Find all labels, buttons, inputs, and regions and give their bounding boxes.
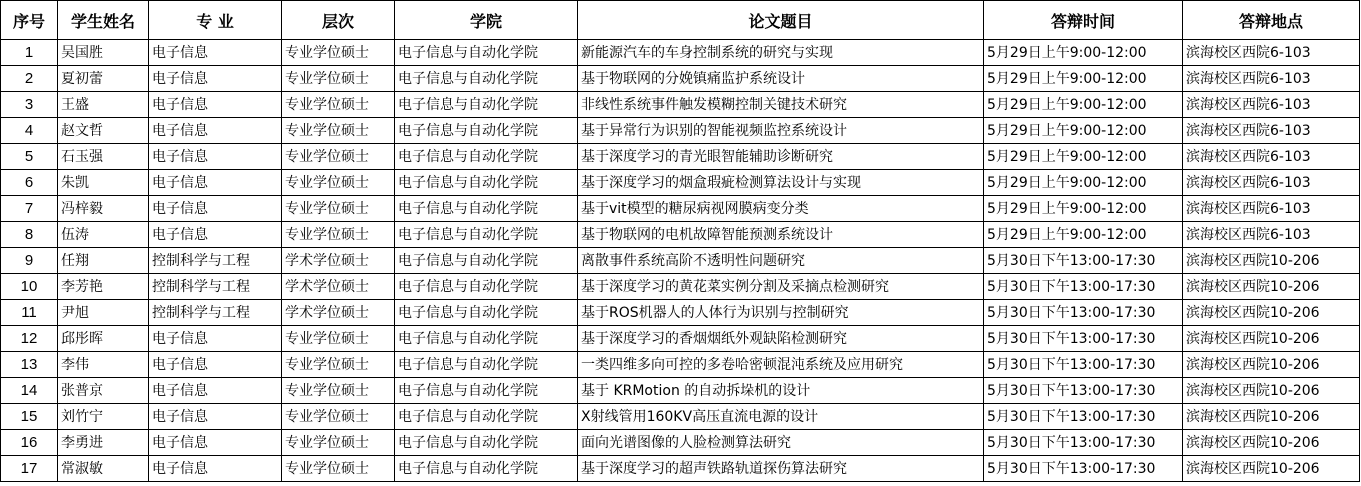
cell-college: 电子信息与自动化学院 (395, 300, 578, 326)
table-header (1, 1, 1360, 40)
cell-defense-location: 滨海校区西院10-206 (1183, 456, 1360, 482)
cell-level: 专业学位硕士 (282, 456, 395, 482)
table-row (1, 66, 1360, 92)
cell-college: 电子信息与自动化学院 (395, 352, 578, 378)
cell-index: 6 (1, 170, 58, 196)
cell-thesis-title: 基于 KRMotion 的自动拆垛机的设计 (578, 378, 984, 404)
cell-defense-time: 5月29日上午9:00-12:00 (984, 170, 1183, 196)
cell-student-name: 邱彤晖 (58, 326, 149, 352)
cell-defense-time: 5月29日上午9:00-12:00 (984, 196, 1183, 222)
header-major: 专 业 (149, 1, 282, 40)
cell-major: 电子信息 (149, 196, 282, 222)
cell-level: 专业学位硕士 (282, 222, 395, 248)
cell-defense-time: 5月29日上午9:00-12:00 (984, 66, 1183, 92)
cell-college: 电子信息与自动化学院 (395, 92, 578, 118)
cell-thesis-title: 基于深度学习的超声铁路轨道探伤算法研究 (578, 456, 984, 482)
cell-major: 电子信息 (149, 170, 282, 196)
table-row (1, 222, 1360, 248)
cell-major: 电子信息 (149, 40, 282, 66)
cell-thesis-title: 非线性系统事件触发模糊控制关键技术研究 (578, 92, 984, 118)
cell-thesis-title: 基于物联网的电机故障智能预测系统设计 (578, 222, 984, 248)
header-defense-time: 答辩时间 (984, 1, 1183, 40)
cell-major: 电子信息 (149, 144, 282, 170)
cell-major: 电子信息 (149, 430, 282, 456)
cell-level: 专业学位硕士 (282, 378, 395, 404)
cell-thesis-title: 基于深度学习的烟盒瑕疵检测算法设计与实现 (578, 170, 984, 196)
cell-defense-location: 滨海校区西院6-103 (1183, 196, 1360, 222)
cell-level: 专业学位硕士 (282, 352, 395, 378)
cell-student-name: 李勇进 (58, 430, 149, 456)
header-student-name: 学生姓名 (58, 1, 149, 40)
table-row (1, 326, 1360, 352)
cell-index: 9 (1, 248, 58, 274)
cell-major: 电子信息 (149, 404, 282, 430)
cell-student-name: 尹旭 (58, 300, 149, 326)
table-row (1, 196, 1360, 222)
cell-defense-location: 滨海校区西院6-103 (1183, 170, 1360, 196)
cell-student-name: 石玉强 (58, 144, 149, 170)
table-row (1, 456, 1360, 482)
cell-defense-time: 5月29日上午9:00-12:00 (984, 144, 1183, 170)
cell-student-name: 常淑敏 (58, 456, 149, 482)
header-thesis-title: 论文题目 (578, 1, 984, 40)
cell-level: 专业学位硕士 (282, 404, 395, 430)
cell-college: 电子信息与自动化学院 (395, 144, 578, 170)
cell-major: 控制科学与工程 (149, 274, 282, 300)
cell-level: 专业学位硕士 (282, 144, 395, 170)
cell-defense-location: 滨海校区西院10-206 (1183, 352, 1360, 378)
cell-thesis-title: 基于异常行为识别的智能视频监控系统设计 (578, 118, 984, 144)
cell-student-name: 任翔 (58, 248, 149, 274)
cell-level: 专业学位硕士 (282, 170, 395, 196)
header-defense-location: 答辩地点 (1183, 1, 1360, 40)
cell-index: 3 (1, 92, 58, 118)
cell-defense-time: 5月30日下午13:00-17:30 (984, 430, 1183, 456)
cell-college: 电子信息与自动化学院 (395, 118, 578, 144)
cell-defense-location: 滨海校区西院6-103 (1183, 92, 1360, 118)
cell-student-name: 冯梓毅 (58, 196, 149, 222)
cell-student-name: 李伟 (58, 352, 149, 378)
cell-index: 5 (1, 144, 58, 170)
table-row (1, 274, 1360, 300)
table-row (1, 430, 1360, 456)
header-index: 序号 (1, 1, 58, 40)
cell-student-name: 吴国胜 (58, 40, 149, 66)
cell-defense-time: 5月29日上午9:00-12:00 (984, 40, 1183, 66)
cell-defense-time: 5月30日下午13:00-17:30 (984, 300, 1183, 326)
cell-thesis-title: 基于深度学习的黄花菜实例分割及采摘点检测研究 (578, 274, 984, 300)
cell-thesis-title: 基于ROS机器人的人体行为识别与控制研究 (578, 300, 984, 326)
cell-student-name: 伍涛 (58, 222, 149, 248)
cell-major: 电子信息 (149, 378, 282, 404)
cell-index: 4 (1, 118, 58, 144)
cell-defense-location: 滨海校区西院6-103 (1183, 66, 1360, 92)
cell-defense-time: 5月30日下午13:00-17:30 (984, 248, 1183, 274)
cell-index: 1 (1, 40, 58, 66)
cell-college: 电子信息与自动化学院 (395, 196, 578, 222)
table-row (1, 40, 1360, 66)
table-row (1, 300, 1360, 326)
cell-student-name: 夏初蕾 (58, 66, 149, 92)
cell-major: 电子信息 (149, 456, 282, 482)
table-row (1, 118, 1360, 144)
cell-college: 电子信息与自动化学院 (395, 170, 578, 196)
cell-level: 学术学位硕士 (282, 300, 395, 326)
cell-student-name: 朱凯 (58, 170, 149, 196)
cell-major: 电子信息 (149, 326, 282, 352)
cell-defense-location: 滨海校区西院10-206 (1183, 430, 1360, 456)
cell-student-name: 李芳艳 (58, 274, 149, 300)
cell-level: 专业学位硕士 (282, 40, 395, 66)
cell-major: 电子信息 (149, 352, 282, 378)
table-row (1, 352, 1360, 378)
cell-index: 10 (1, 274, 58, 300)
cell-level: 学术学位硕士 (282, 248, 395, 274)
cell-level: 专业学位硕士 (282, 326, 395, 352)
cell-college: 电子信息与自动化学院 (395, 40, 578, 66)
cell-defense-time: 5月30日下午13:00-17:30 (984, 274, 1183, 300)
cell-thesis-title: 基于深度学习的香烟烟纸外观缺陷检测研究 (578, 326, 984, 352)
cell-college: 电子信息与自动化学院 (395, 378, 578, 404)
cell-thesis-title: 基于深度学习的青光眼智能辅助诊断研究 (578, 144, 984, 170)
header-row (1, 1, 1360, 40)
cell-level: 专业学位硕士 (282, 92, 395, 118)
cell-defense-location: 滨海校区西院10-206 (1183, 378, 1360, 404)
cell-defense-time: 5月29日上午9:00-12:00 (984, 222, 1183, 248)
cell-college: 电子信息与自动化学院 (395, 456, 578, 482)
cell-defense-location: 滨海校区西院6-103 (1183, 118, 1360, 144)
cell-index: 8 (1, 222, 58, 248)
cell-student-name: 赵文哲 (58, 118, 149, 144)
cell-thesis-title: 基于物联网的分娩镇痛监护系统设计 (578, 66, 984, 92)
cell-index: 16 (1, 430, 58, 456)
cell-index: 2 (1, 66, 58, 92)
cell-major: 控制科学与工程 (149, 300, 282, 326)
cell-defense-time: 5月30日下午13:00-17:30 (984, 456, 1183, 482)
cell-thesis-title: 面向光谱图像的人脸检测算法研究 (578, 430, 984, 456)
cell-defense-location: 滨海校区西院10-206 (1183, 300, 1360, 326)
table-row (1, 378, 1360, 404)
cell-defense-location: 滨海校区西院6-103 (1183, 144, 1360, 170)
cell-student-name: 张普京 (58, 378, 149, 404)
cell-student-name: 王盛 (58, 92, 149, 118)
cell-major: 电子信息 (149, 92, 282, 118)
header-college: 学院 (395, 1, 578, 40)
cell-college: 电子信息与自动化学院 (395, 222, 578, 248)
cell-major: 电子信息 (149, 66, 282, 92)
cell-major: 控制科学与工程 (149, 248, 282, 274)
header-level: 层次 (282, 1, 395, 40)
cell-college: 电子信息与自动化学院 (395, 248, 578, 274)
cell-index: 12 (1, 326, 58, 352)
cell-index: 14 (1, 378, 58, 404)
cell-index: 11 (1, 300, 58, 326)
cell-thesis-title: 一类四维多向可控的多卷哈密顿混沌系统及应用研究 (578, 352, 984, 378)
cell-level: 专业学位硕士 (282, 430, 395, 456)
cell-level: 学术学位硕士 (282, 274, 395, 300)
table-row (1, 92, 1360, 118)
cell-major: 电子信息 (149, 222, 282, 248)
cell-major: 电子信息 (149, 118, 282, 144)
cell-thesis-title: 基于vit模型的糖尿病视网膜病变分类 (578, 196, 984, 222)
table-row (1, 404, 1360, 430)
cell-thesis-title: X射线管用160KV高压直流电源的设计 (578, 404, 984, 430)
cell-defense-time: 5月30日下午13:00-17:30 (984, 352, 1183, 378)
cell-thesis-title: 离散事件系统高阶不透明性问题研究 (578, 248, 984, 274)
cell-defense-location: 滨海校区西院10-206 (1183, 274, 1360, 300)
cell-college: 电子信息与自动化学院 (395, 274, 578, 300)
cell-defense-location: 滨海校区西院10-206 (1183, 248, 1360, 274)
cell-defense-time: 5月30日下午13:00-17:30 (984, 404, 1183, 430)
table-row (1, 144, 1360, 170)
cell-defense-location: 滨海校区西院6-103 (1183, 222, 1360, 248)
cell-defense-location: 滨海校区西院10-206 (1183, 326, 1360, 352)
cell-defense-time: 5月30日下午13:00-17:30 (984, 326, 1183, 352)
cell-college: 电子信息与自动化学院 (395, 404, 578, 430)
cell-level: 专业学位硕士 (282, 196, 395, 222)
cell-college: 电子信息与自动化学院 (395, 326, 578, 352)
cell-defense-time: 5月30日下午13:00-17:30 (984, 378, 1183, 404)
cell-index: 13 (1, 352, 58, 378)
cell-level: 专业学位硕士 (282, 66, 395, 92)
cell-index: 17 (1, 456, 58, 482)
cell-index: 15 (1, 404, 58, 430)
cell-thesis-title: 新能源汽车的车身控制系统的研究与实现 (578, 40, 984, 66)
cell-level: 专业学位硕士 (282, 118, 395, 144)
cell-defense-location: 滨海校区西院6-103 (1183, 40, 1360, 66)
cell-defense-location: 滨海校区西院10-206 (1183, 404, 1360, 430)
table-row (1, 170, 1360, 196)
cell-defense-time: 5月29日上午9:00-12:00 (984, 92, 1183, 118)
table-body (1, 40, 1360, 482)
cell-defense-time: 5月29日上午9:00-12:00 (984, 118, 1183, 144)
table-row (1, 248, 1360, 274)
cell-college: 电子信息与自动化学院 (395, 430, 578, 456)
cell-index: 7 (1, 196, 58, 222)
cell-college: 电子信息与自动化学院 (395, 66, 578, 92)
cell-student-name: 刘竹宁 (58, 404, 149, 430)
